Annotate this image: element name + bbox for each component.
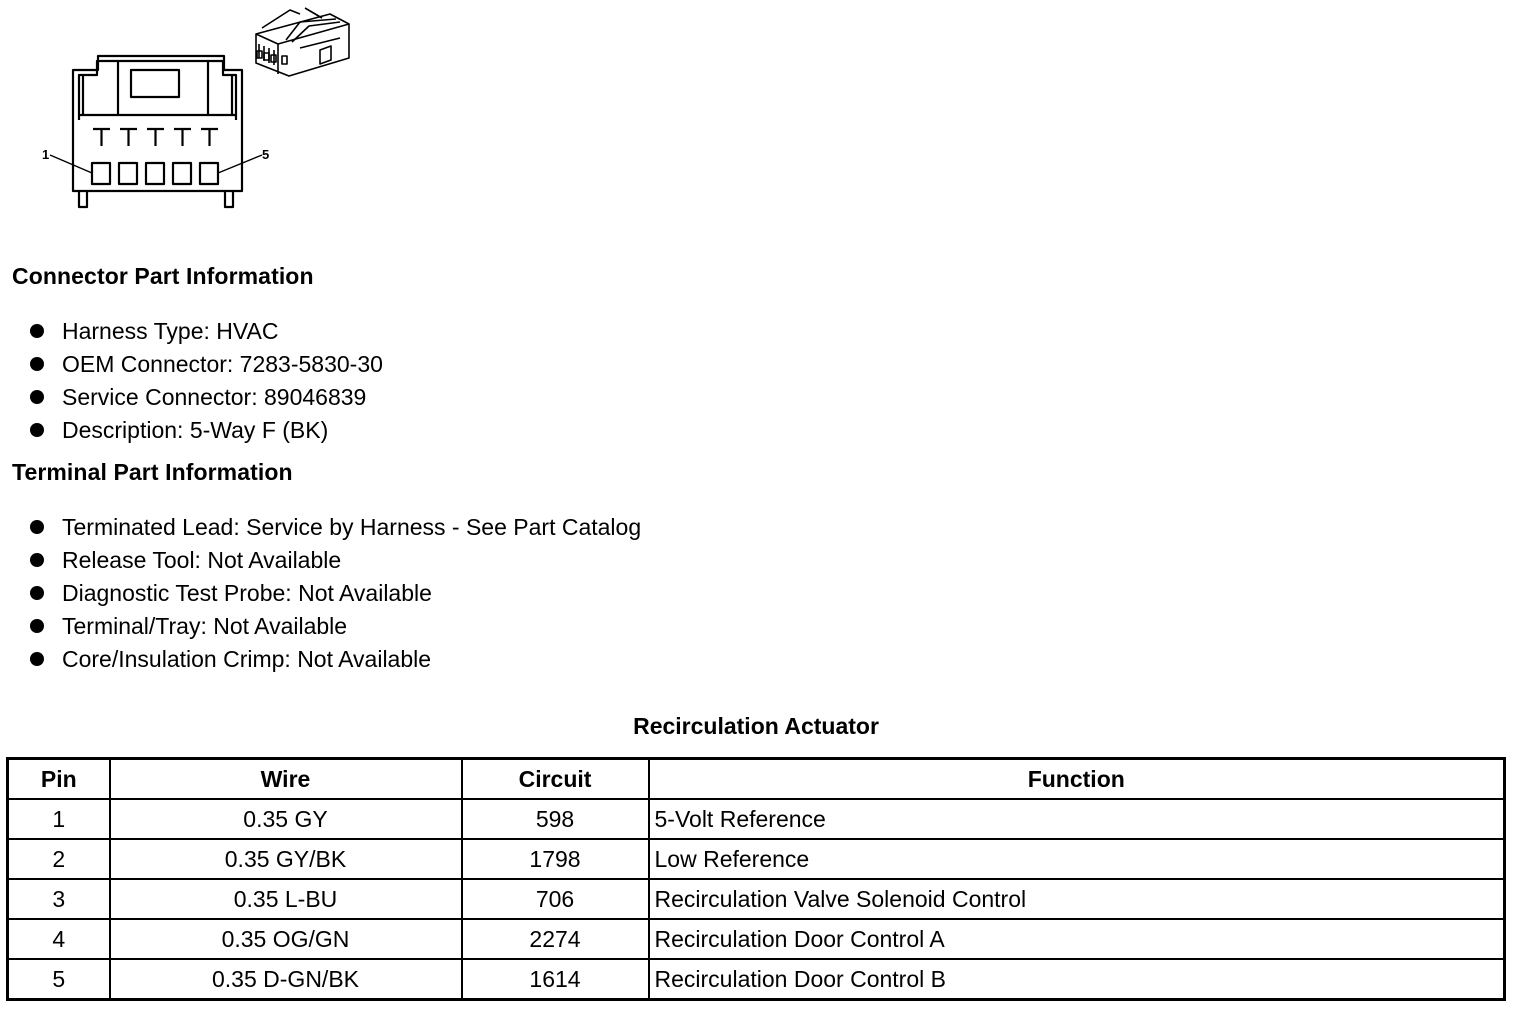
- cell-circuit: 598: [462, 799, 649, 839]
- cell-circuit: 2274: [462, 919, 649, 959]
- cell-pin: 3: [8, 879, 110, 919]
- bullet-icon: [30, 357, 44, 371]
- pinout-table: [6, 757, 1506, 1001]
- list-item: OEM Connector: 7283-5830-30: [28, 348, 383, 381]
- table-title: Recirculation Actuator: [633, 713, 879, 739]
- terminal-info-list: [28, 511, 641, 676]
- cell-circuit: 706: [462, 879, 649, 919]
- connector-info-list: [28, 315, 383, 447]
- cell-function: Recirculation Valve Solenoid Control: [649, 879, 1505, 919]
- pin-1-label: 1: [42, 147, 50, 162]
- list-item: Terminated Lead: Service by Harness - See Part Catalog: [28, 511, 641, 544]
- bullet-icon: [30, 586, 44, 600]
- table-header-row: [8, 759, 1505, 800]
- list-item: Diagnostic Test Probe: Not Available: [28, 577, 641, 610]
- bullet-icon: [30, 423, 44, 437]
- table-row: [8, 799, 1505, 839]
- header-function: Function: [649, 759, 1505, 800]
- header-pin: Pin: [8, 759, 110, 800]
- bullet-icon: [30, 324, 44, 338]
- bullet-icon: [30, 553, 44, 567]
- connector-diagram: [0, 0, 360, 215]
- cell-circuit: 1614: [462, 959, 649, 1000]
- bullet-icon: [30, 619, 44, 633]
- terminal-part-info-title: Terminal Part Information: [12, 459, 293, 485]
- bullet-icon: [30, 520, 44, 534]
- list-item: Harness Type: HVAC: [28, 315, 383, 348]
- bullet-icon: [30, 390, 44, 404]
- cell-wire: 0.35 GY/BK: [110, 839, 462, 879]
- cell-wire: 0.35 L-BU: [110, 879, 462, 919]
- cell-pin: 1: [8, 799, 110, 839]
- table-row: [8, 839, 1505, 879]
- connector-iso-icon: [256, 8, 349, 76]
- table-row: [8, 919, 1505, 959]
- list-item: Description: 5-Way F (BK): [28, 414, 383, 447]
- cell-function: 5-Volt Reference: [649, 799, 1505, 839]
- table-row: [8, 879, 1505, 919]
- list-item: Service Connector: 89046839: [28, 381, 383, 414]
- cell-circuit: 1798: [462, 839, 649, 879]
- list-item: Core/Insulation Crimp: Not Available: [28, 643, 641, 676]
- cell-wire: 0.35 D-GN/BK: [110, 959, 462, 1000]
- connector-part-info-title: Connector Part Information: [12, 263, 314, 289]
- table-row: [8, 959, 1505, 1000]
- pin-5-label: 5: [262, 147, 270, 162]
- cell-function: Low Reference: [649, 839, 1505, 879]
- cell-wire: 0.35 GY: [110, 799, 462, 839]
- cell-pin: 4: [8, 919, 110, 959]
- list-item: Terminal/Tray: Not Available: [28, 610, 641, 643]
- list-item: Release Tool: Not Available: [28, 544, 641, 577]
- cell-pin: 2: [8, 839, 110, 879]
- header-wire: Wire: [110, 759, 462, 800]
- header-circuit: Circuit: [462, 759, 649, 800]
- cell-wire: 0.35 OG/GN: [110, 919, 462, 959]
- cell-function: Recirculation Door Control B: [649, 959, 1505, 1000]
- cell-function: Recirculation Door Control A: [649, 919, 1505, 959]
- cell-pin: 5: [8, 959, 110, 1000]
- bullet-icon: [30, 652, 44, 666]
